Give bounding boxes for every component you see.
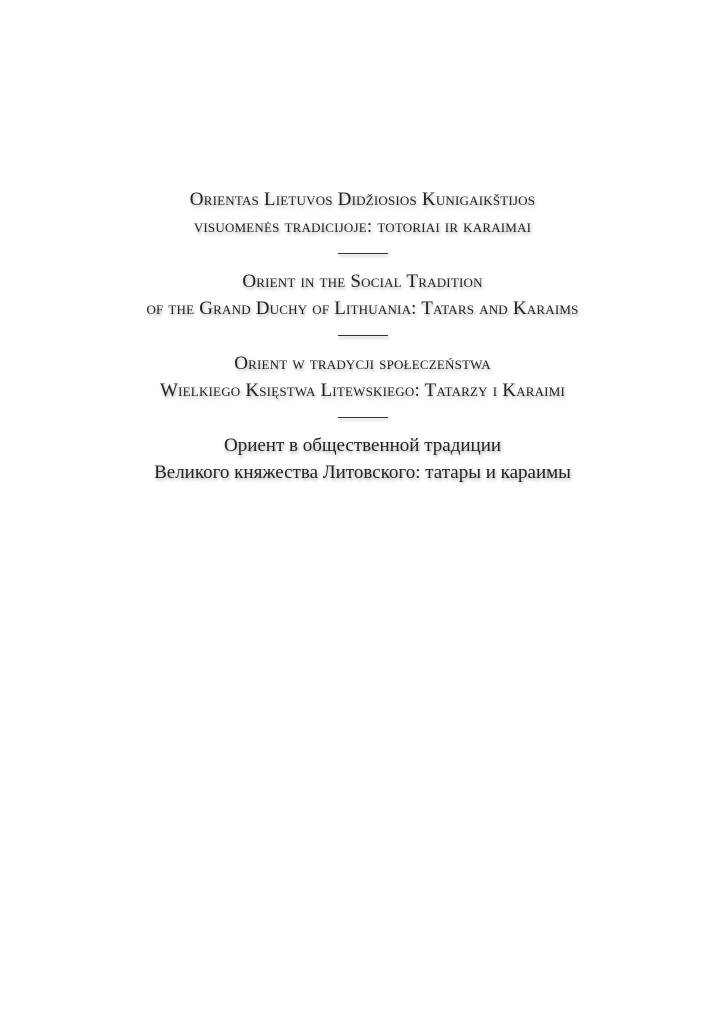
title-english-line-1: Orient in the Social Tradition — [242, 271, 483, 292]
title-russian-line-1: Ориент в общественной традиции — [223, 435, 502, 456]
title-polish-line-1: Orient w tradycji społeczeństwa — [234, 353, 491, 374]
title-lithuanian-line-1: Orientas Lietuvos Didžiosios Kunigaikštijos — [189, 189, 536, 210]
separator-rule-3 — [338, 417, 388, 418]
title-polish — [0, 350, 725, 404]
title-english-line-2: of the Grand Duchy of Lithuania: Tatars and Karaims — [146, 298, 579, 319]
title-lithuanian-line-2: visuomenės tradicijoje: totoriai ir karaimai — [193, 216, 532, 237]
title-polish-line-2: Wielkiego Księstwa Litewskiego: Tatarzy i Karaimi — [160, 380, 565, 401]
title-lithuanian — [0, 186, 725, 240]
separator-rule-2 — [338, 335, 388, 336]
title-english — [0, 268, 725, 322]
separator-rule-1 — [338, 253, 388, 254]
title-russian-line-2: Великого княжества Литовского: татары и караимы — [154, 462, 571, 483]
title-russian — [0, 432, 725, 486]
multilingual-title-block — [0, 186, 725, 486]
